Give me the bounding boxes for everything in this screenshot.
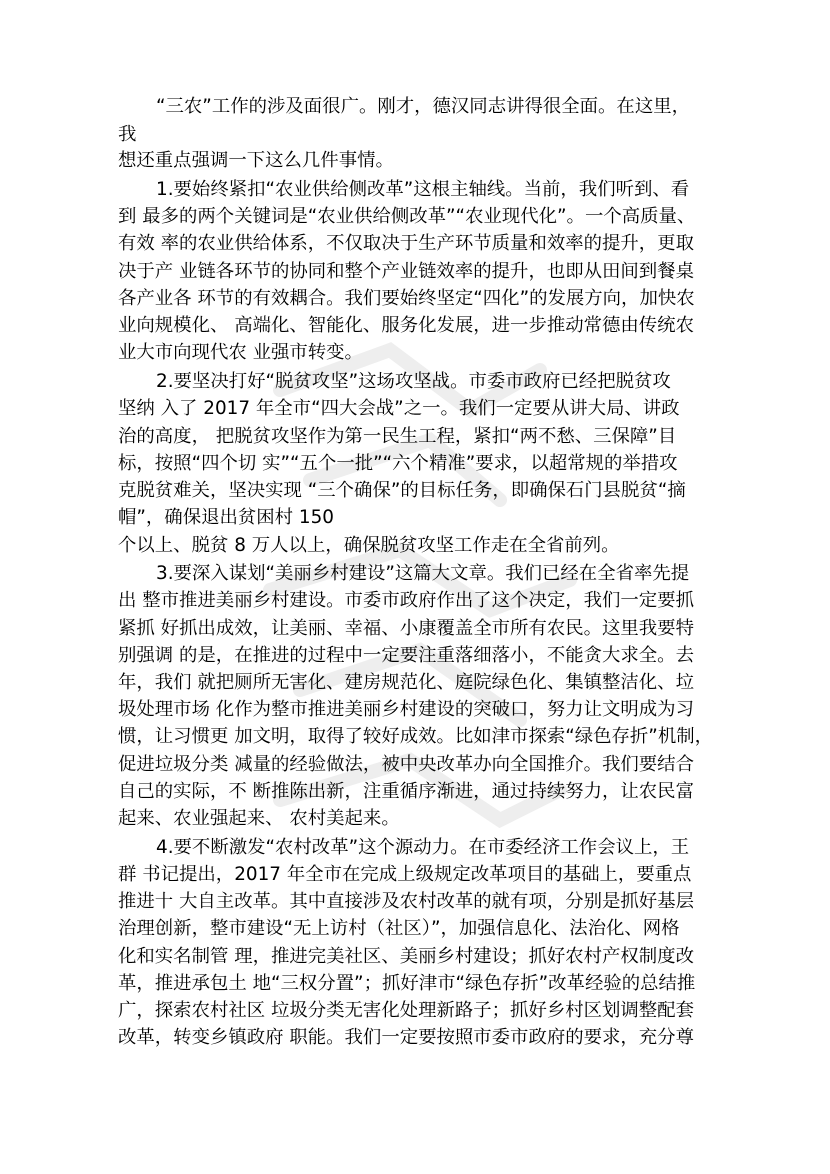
text-line: 革，推进承包土 地“三权分置”；抓好津市“绿色存折”改革经验的总结推	[118, 973, 696, 994]
text-line: 1.要始终紧扣“农业供给侧改革”这根主轴线。当前，我们听到、看	[156, 179, 690, 200]
text-line: 想还重点强调一下这么几件事情。	[118, 150, 394, 171]
text-line: 业大市向现代农 业强市转变。	[118, 342, 363, 363]
text-line: 决于产 业链各环节的协同和整个产业链效率的提升，也即从田间到餐桌	[118, 261, 694, 282]
text-line: 治的高度， 把脱贫攻坚作为第一民生工程，紧扣“两不愁、三保障”目	[118, 426, 677, 447]
text-line: 起来、农业强起来、 农村美起来。	[118, 808, 400, 829]
text-line: 个以上、脱贫 8 万人以上，确保脱贫攻坚工作走在全省前列。	[118, 535, 620, 556]
text-line: 促进垃圾分类 减量的经验做法，被中央改革办向全国推介。我们要结合	[118, 754, 694, 775]
text-line: 自己的实际，不 断推陈出新，注重循序渐进，通过持续努力，让农民富	[118, 781, 694, 802]
text-line: 帽”，确保退出贫困村 150	[118, 507, 334, 528]
text-line: 治理创新，整市建设“无上访村（社区）”，加强信息化、法治化、网格	[118, 918, 680, 939]
text-line: 到 最多的两个关键词是“农业供给侧改革”“农业现代化”。一个高质量、	[118, 206, 696, 227]
text-line: 改革，转变乡镇政府 职能。我们一定要按照市委市政府的要求，充分尊	[118, 1027, 694, 1048]
text-line: 出 整市推进美丽乡村建设。市委市政府作出了这个决定，我们一定要抓	[118, 590, 694, 611]
text-line: 各产业各 环节的有效耦合。我们要始终坚定“四化”的发展方向，加快农	[118, 288, 695, 309]
text-line: 广，探索农村社区 垃圾分类无害化处理新路子；抓好乡村区划调整配套	[118, 1000, 694, 1021]
text-line: “三农”工作的涉及面很广。刚才，德汉同志讲得很全面。在这里，	[156, 96, 690, 117]
text-line: 3.要深入谋划“美丽乡村建设”这篇大文章。我们已经在全省率先提	[156, 563, 690, 584]
text-line: 别强调 的是，在推进的过程中一定要注重落细落小，不能贪大求全。去	[118, 645, 694, 666]
text-line: 推进十 大自主改革。其中直接涉及农村改革的就有项，分别是抓好基层	[118, 891, 694, 912]
text-line: 2.要坚决打好“脱贫攻坚”这场攻坚战。市委市政府已经把脱贫攻	[156, 371, 671, 392]
text-line: 坚纳 入了 2017 年全市“四大会战”之一。我们一定要从讲大局、讲政	[118, 398, 680, 419]
text-line: 4.要不断激发“农村改革”这个源动力。在市委经济工作会议上，王	[156, 837, 690, 858]
text-line: 有效 率的农业供给体系，不仅取决于生产环节质量和效率的提升，更取	[118, 233, 694, 254]
text-line: 克脱贫难关，坚决实现 “三个确保”的目标任务，即确保石门县脱贫“摘	[118, 480, 686, 501]
text-line: 群 书记提出，2017 年全市在完成上级规定改革项目的基础上，要重点	[118, 864, 692, 885]
text-line: 圾处理市场 化作为整市推进美丽乡村建设的突破口，努力让文明成为习	[118, 699, 694, 720]
text-line: 业向规模化、 高端化、智能化、服务化发展，进一步推动常德由传统农	[118, 315, 694, 336]
text-line: 年，我们 就把厕所无害化、建房规范化、庭院绿色化、集镇整洁化、垃	[118, 672, 694, 693]
text-line: 标，按照“四个切 实”“五个一批”“六个精准”要求，以超常规的举措攻	[118, 453, 678, 474]
text-line: 化和实名制管 理，推进完美社区、美丽乡村建设；抓好农村产权制度改	[118, 946, 694, 967]
text-line: 惯，让习惯更 加文明，取得了较好成效。比如津市探索“绿色存折”机制，	[118, 726, 714, 747]
text-line: 紧抓 好抓出成效，让美丽、幸福、小康覆盖全市所有农民。这里我要特	[118, 618, 694, 639]
text-line: 我	[118, 124, 137, 145]
